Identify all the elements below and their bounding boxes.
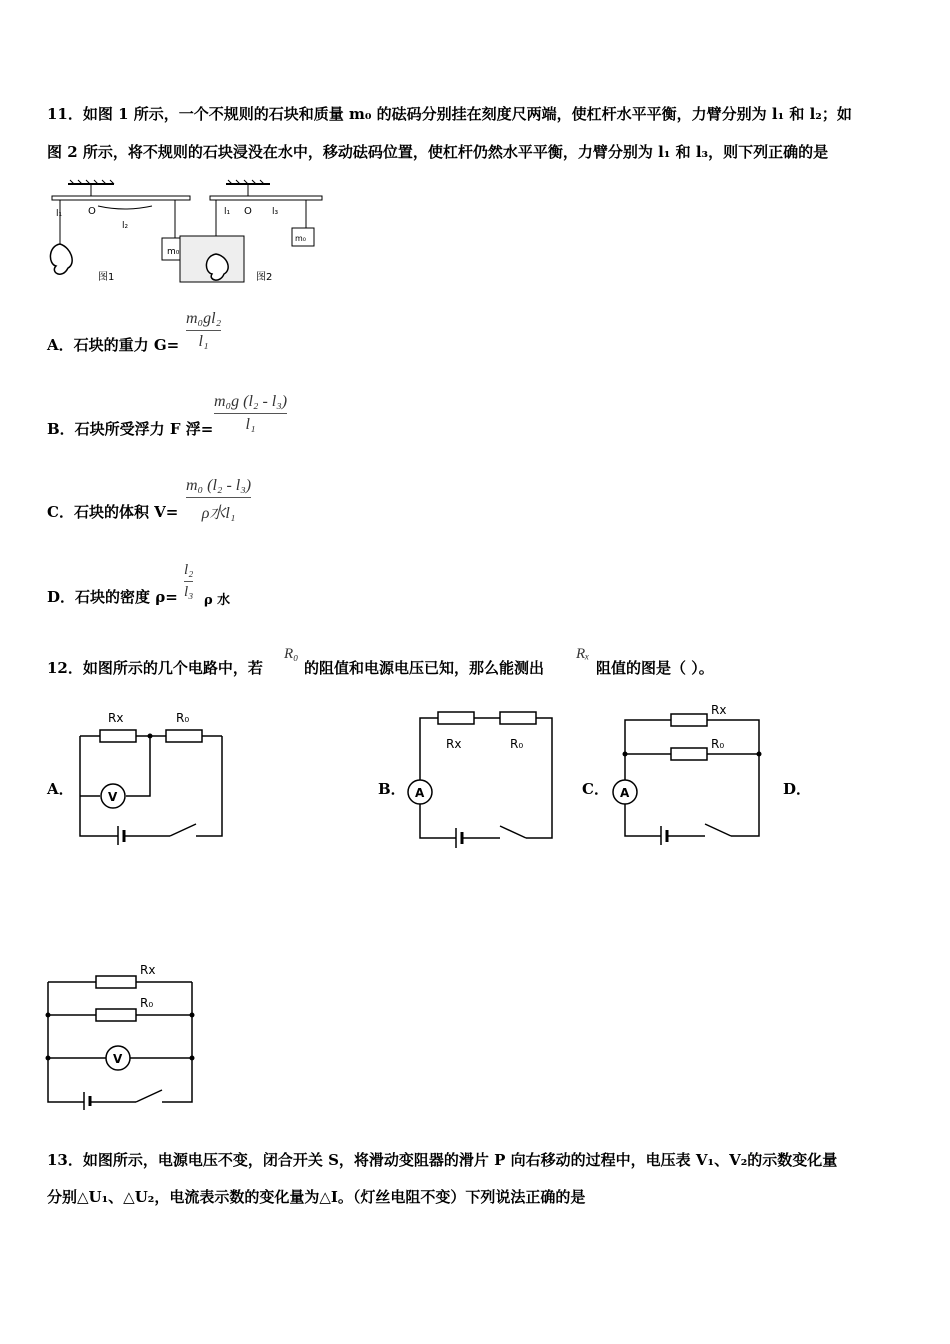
- fig1-l2-label: l₂: [122, 221, 129, 231]
- circuit-b-rx: Rx: [446, 737, 462, 751]
- q13-line2: 分别△U₁、△U₂，电流表示数的变化量为△I。（灯丝电阻不变）下列说法正确的是: [47, 1188, 586, 1206]
- circuit-c-ammeter: A: [620, 786, 630, 800]
- circuit-a-r0: R₀: [176, 711, 190, 725]
- fig2-caption: 图2: [256, 272, 273, 283]
- circuit-d-rx: Rx: [140, 963, 156, 977]
- q12-r0-symbol: R₀: [284, 646, 299, 662]
- circuit-d-voltmeter: V: [113, 1052, 123, 1066]
- fig1-o-label: O: [88, 206, 96, 217]
- q13-line1: 13．如图所示，电源电压不变，闭合开关 S，将滑动变阻器的滑片 P 向右移动的过程中，电压表 V₁、V₂的示数变化量: [47, 1151, 838, 1169]
- circuit-d: [40, 960, 205, 1110]
- q11-option-a-fraction: [186, 310, 221, 351]
- circuit-a: [70, 700, 230, 845]
- circuit-a-voltmeter: V: [108, 790, 118, 804]
- option-a-denominator: l₁: [198, 333, 209, 350]
- q11-option-d-tail: ρ 水: [204, 593, 231, 608]
- q11-option-c: C．石块的体积 V=: [47, 503, 179, 521]
- q12-text-b: 的阻值和电源电压已知，那么能测出: [304, 659, 545, 677]
- circuit-b-ammeter: A: [415, 786, 425, 800]
- q11-option-a: A．石块的重力 G=: [47, 336, 180, 354]
- circuit-c-r0: R₀: [711, 737, 725, 751]
- q12-label-d: D．: [783, 780, 812, 798]
- lever-fig2: [180, 180, 322, 283]
- option-a-numerator: m₀gl₂: [186, 310, 222, 327]
- option-d-numerator: l₂: [184, 562, 194, 578]
- lever-fig1: [50, 180, 190, 283]
- option-c-numerator: m₀ (l₂ - l₃): [186, 477, 252, 494]
- q11-option-b: B．石块所受浮力 F 浮=: [47, 420, 214, 438]
- circuit-a-rx: Rx: [108, 711, 124, 725]
- q12-text-a: 12．如图所示的几个电路中，若: [47, 659, 263, 677]
- option-c-denominator: ρ水l₁: [201, 505, 236, 522]
- fig1-m0-label: m₀: [167, 247, 180, 257]
- circuit-b: [400, 700, 560, 850]
- fig2-l1-label: l₁: [224, 207, 231, 217]
- q11-option-b-fraction: [214, 393, 287, 434]
- fig1-caption: 图1: [98, 272, 115, 283]
- q11-option-c-fraction: [186, 477, 251, 523]
- circuit-c-rx: Rx: [711, 703, 727, 717]
- option-d-denominator: l₃: [184, 584, 194, 600]
- q11-line1: 11．如图 1 所示，一个不规则的石块和质量 m₀ 的砝码分别挂在刻度尺两端，使杠杆水平平衡，力臂分别为 l₁ 和 l₂；如: [47, 105, 852, 123]
- fig2-m0-label: m₀: [295, 234, 306, 243]
- fig2-o-label: O: [244, 206, 252, 217]
- circuit-d-r0: R₀: [140, 996, 154, 1010]
- q12-label-a: A．: [47, 780, 74, 798]
- q11-lever-figure: [40, 176, 330, 286]
- q12-label-c: C．: [582, 780, 609, 798]
- q11-option-d-fraction: [184, 562, 193, 601]
- q12-rx-symbol: Rₓ: [576, 646, 590, 662]
- fig1-l1-label: l₁: [56, 209, 63, 219]
- q12-text-c: 阻值的图是（ ）。: [596, 659, 714, 677]
- q11-line2: 图 2 所示，将不规则的石块浸没在水中，移动砝码位置，使杠杆仍然水平平衡，力臂分别为 l₁ 和 l₃，则下列正确的是: [47, 143, 829, 161]
- q12-label-b: B．: [378, 780, 406, 798]
- q11-option-d: D．石块的密度 ρ=: [47, 588, 178, 606]
- option-b-numerator: m₀g (l₂ - l₃): [214, 393, 288, 410]
- circuit-b-r0: R₀: [510, 737, 524, 751]
- fig2-l3-label: l₃: [272, 207, 279, 217]
- option-b-denominator: l₁: [245, 416, 256, 433]
- circuit-c: [605, 700, 770, 845]
